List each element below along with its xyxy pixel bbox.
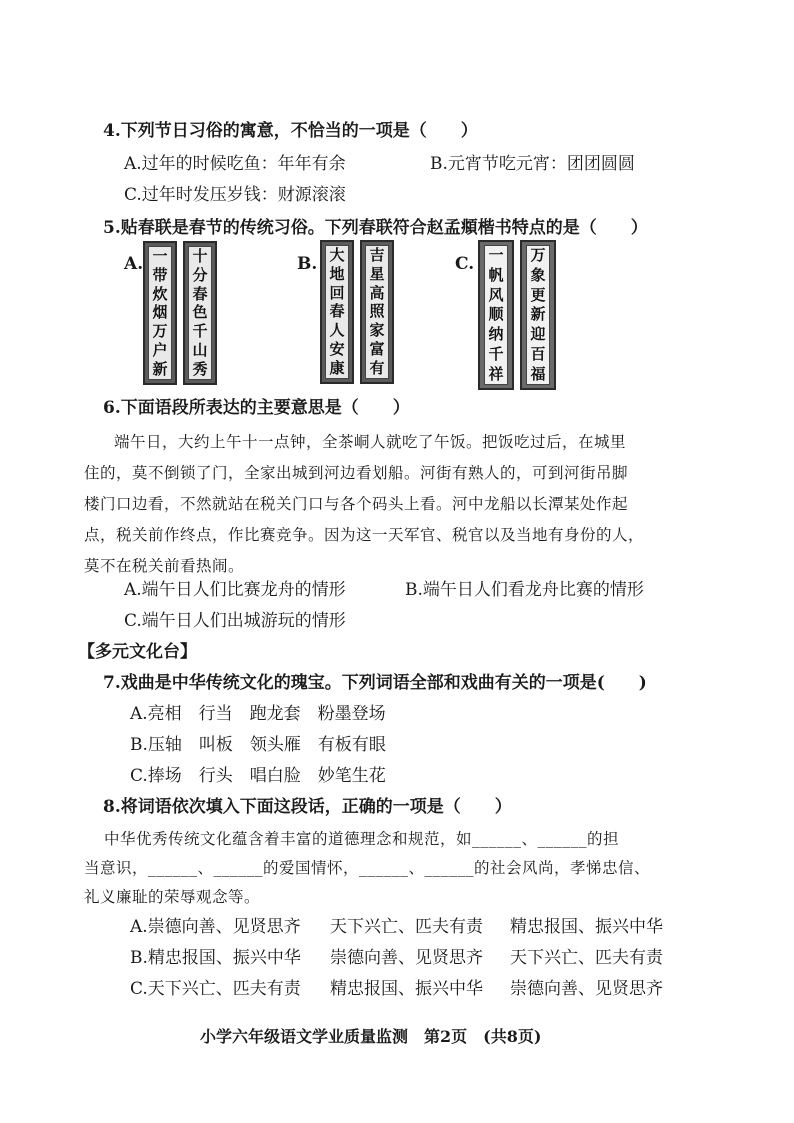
q6-passage-line-2: 住的，莫不倒锁了门，全家出城到河边看划船。河街有熟人的，可到河街吊脚 [84, 464, 629, 482]
q6-passage-line-3: 楼门口边看，不然就站在税关门口与各个码头上看。河中龙船以长潭某处作起 [84, 495, 629, 513]
q5-label-b: B. [297, 254, 318, 274]
q8-option-b-3: 天下兴亡、匹夫有责 [510, 948, 663, 968]
q5-label-c: C. [455, 254, 475, 274]
couplet-c-right-char: 百 [530, 344, 546, 363]
q6-passage-line-4: 点，税关前作终点，作比赛竞争。因为这一天军官、税官以及当地有身份的人， [84, 526, 645, 544]
section-title: 【多元文化台】 [78, 642, 197, 662]
q6-passage-line-1: 端午日，大约上午十一点钟，全茶峒人就吃了午饭。把饭吃过后，在城里 [114, 433, 627, 451]
couplet-b-left-char: 人 [329, 321, 345, 340]
couplet-a-right-char: 千 [192, 322, 208, 341]
couplet-b-left-char: 地 [329, 264, 345, 283]
q6-passage-line-5: 莫不在税关前看热闹。 [84, 557, 245, 575]
couplet-a-left-char: 炊 [152, 284, 168, 303]
q8-option-a-2: 天下兴亡、匹夫有责 [330, 917, 483, 937]
couplet-c [478, 240, 556, 390]
q4-option-a: A.过年的时候吃鱼：年年有余 [124, 154, 346, 174]
couplet-b-right-char: 高 [369, 283, 385, 302]
q6-option-b: B.端午日人们看龙舟比赛的情形 [405, 580, 644, 600]
couplet-a-right-char: 山 [192, 341, 208, 360]
couplet-a-left-char: 一 [152, 246, 168, 265]
q8-option-b-2: 崇德向善、见贤思齐 [330, 948, 483, 968]
couplet-b-right-char: 星 [369, 264, 385, 283]
couplet-c-left-char: 千 [488, 344, 504, 363]
q8-option-b-1: B.精忠报国、振兴中华 [130, 948, 301, 968]
couplet-a-left-char: 万 [152, 322, 168, 341]
couplet-a-left-scroll [143, 241, 177, 385]
couplet-a-right-char: 春 [192, 284, 208, 303]
couplet-b-right-scroll [360, 240, 394, 384]
couplet-b [320, 240, 394, 384]
couplet-a-left-char: 新 [152, 359, 168, 378]
q8-stem: 8.将词语依次填入下面这段话，正确的一项是（ ） [103, 797, 512, 817]
couplet-c-left-char: 顺 [488, 305, 504, 324]
couplet-b-left-char: 安 [329, 340, 345, 359]
couplet-c-right-char: 万 [530, 246, 546, 265]
couplet-c-right-scroll [520, 240, 556, 390]
couplet-c-right-char: 新 [530, 305, 546, 324]
q7-option-c: C.捧场 行头 唱白脸 妙笔生花 [130, 766, 386, 786]
q8-passage-line-1: 中华优秀传统文化蕴含着丰富的道德理念和规范，如______、______的担 [104, 830, 620, 848]
couplet-a [143, 241, 217, 385]
q8-passage-line-3: 礼义廉耻的荣辱观念等。 [84, 888, 261, 906]
couplet-c-right-char: 更 [530, 285, 546, 304]
couplet-c-right-char: 福 [530, 364, 546, 383]
couplet-a-right-char: 色 [192, 303, 208, 322]
couplet-b-left-char: 春 [329, 302, 345, 321]
q5-label-a: A. [124, 254, 144, 274]
q4-stem: 4.下列节日习俗的寓意，不恰当的一项是（ ） [103, 121, 478, 141]
couplet-a-left-char: 带 [152, 265, 168, 284]
q7-option-a: A.亮相 行当 跑龙套 粉墨登场 [130, 704, 386, 724]
couplet-b-left-char: 康 [329, 358, 345, 377]
couplet-c-left-char: 纳 [488, 325, 504, 344]
couplet-a-right-char: 分 [192, 265, 208, 284]
q8-option-c-1: C.天下兴亡、匹夫有责 [130, 979, 301, 999]
couplet-b-right-char: 照 [369, 302, 385, 321]
q6-option-a: A.端午日人们比赛龙舟的情形 [124, 580, 346, 600]
couplet-b-right-char: 有 [369, 358, 385, 377]
q8-option-a-3: 精忠报国、振兴中华 [510, 917, 663, 937]
q8-passage-line-2: 当意识，______、______的爱国情怀，______、______的社会风尚，孝悌忠信、 [84, 859, 651, 877]
couplet-a-right-scroll [183, 241, 217, 385]
couplet-a-left-char: 户 [152, 341, 168, 360]
q4-option-c: C.过年时发压岁钱：财源滚滚 [124, 185, 346, 205]
page-footer: 小学六年级语文学业质量监测 第2页 (共8页) [200, 1027, 542, 1046]
q7-stem: 7.戏曲是中华传统文化的瑰宝。下列词语全部和戏曲有关的一项是( ) [103, 673, 647, 693]
couplet-a-right-char: 秀 [192, 359, 208, 378]
couplet-a-left-char: 烟 [152, 303, 168, 322]
couplet-b-left-char: 回 [329, 283, 345, 302]
couplet-c-left-char: 风 [488, 285, 504, 304]
couplet-c-left-char: 祥 [488, 364, 504, 383]
couplet-c-left-char: 帆 [488, 266, 504, 285]
q8-option-c-2: 精忠报国、振兴中华 [330, 979, 483, 999]
q7-option-b: B.压轴 叫板 领头雁 有板有眼 [130, 735, 386, 755]
q8-option-c-3: 崇德向善、见贤思齐 [510, 979, 663, 999]
couplet-c-left-char: 一 [488, 246, 504, 265]
couplet-c-right-char: 象 [530, 266, 546, 285]
couplet-b-right-char: 富 [369, 340, 385, 359]
couplet-c-right-char: 迎 [530, 325, 546, 344]
couplet-b-left-char: 大 [329, 245, 345, 264]
q5-stem: 5.贴春联是春节的传统习俗。下列春联符合赵孟頫楷书特点的是（ ） [103, 218, 648, 238]
couplet-a-right-char: 十 [192, 246, 208, 265]
q6-stem: 6.下面语段所表达的主要意思是（ ） [103, 398, 410, 418]
couplet-b-right-char: 家 [369, 321, 385, 340]
q4-option-b: B.元宵节吃元宵：团团圆圆 [430, 154, 635, 174]
q6-option-c: C.端午日人们出城游玩的情形 [124, 611, 346, 631]
q8-option-a-1: A.崇德向善、见贤思齐 [130, 917, 301, 937]
couplet-c-left-scroll [478, 240, 514, 390]
couplet-b-right-char: 吉 [369, 245, 385, 264]
couplet-b-left-scroll [320, 240, 354, 384]
